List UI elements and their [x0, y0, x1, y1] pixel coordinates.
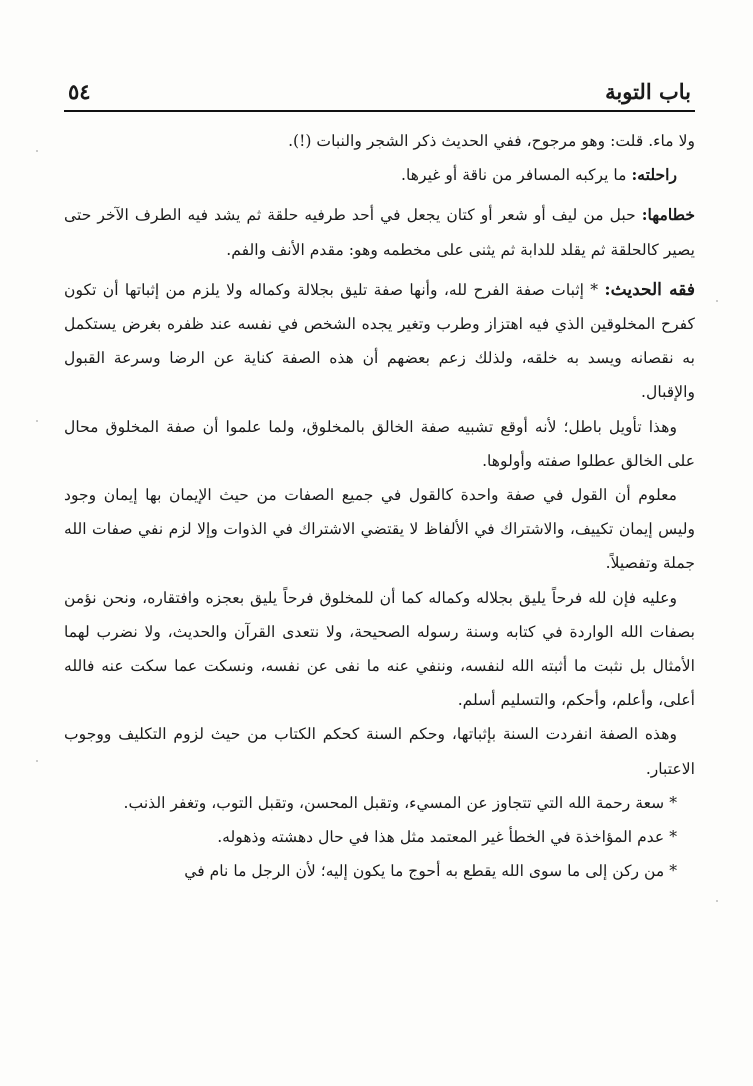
paragraph: راحلته: ما يركبه المسافر من ناقة أو غيرها. — [401, 165, 677, 185]
page-body — [64, 112, 695, 888]
scan-speck — [716, 300, 718, 302]
paragraph: معلوم أن القول في صفة واحدة كالقول في جميع الصفات من حيث الإيمان بها إيمان وجود وليس إيمان تكييف، والاشتراك في الألفاظ لا يقتضي الاشتراك في الذوات وإلا لزم نفي صفات الله جملة وتفصيلاً. — [64, 486, 695, 573]
chapter-title: باب التوبة — [605, 79, 691, 104]
paragraph: ولا ماء. قلت: وهو مرجوح، ففي الحديث ذكر الشجر والنبات (!). — [288, 132, 695, 150]
book-page — [64, 66, 695, 1086]
paragraph: وعليه فإن لله فرحاً يليق بجلاله وكماله كما أن للمخلوق فرحاً يليق بعجزه وافتقاره، ونحن نؤمن بصفات الله الواردة في كتابه وسنة رسوله الصحيحة، ولا نتعدى القرآن والحديث، ولا نضرب لهما الأمثال بل نثبت ما أثبته الله لنفسه، وننفي عنه ما نفى عن نفسه، ونسكت عما سكت عنه فالله أعلى، وأعلم، وأحكم، والتسليم أسلم. — [64, 588, 695, 710]
scan-speck — [36, 150, 38, 152]
scan-speck — [36, 760, 38, 762]
scan-speck — [716, 900, 718, 902]
paragraph: وهذا تأويل باطل؛ لأنه أوقع تشبيه صفة الخالق بالمخلوق، ولما علموا أن صفة المخلوق محال على الخالق عطلوا صفته وأولوها. — [64, 417, 695, 470]
term-label: خطامها: — [641, 205, 695, 225]
paragraph: فقه الحديث: * إثبات صفة الفرح لله، وأنها صفة تليق بجلالة وكماله ولا يلزم من إثباتها أن تكون كفرح المخلوقين الذي فيه اهتزاز وطرب وتغير يجده الشخص في نفسه عند ظفره بغرض يستكمل به نقصانه ويسد به خلقه، ولذلك زعم بعضهم أن هذه الصفة كناية عن الرضا وسرعة القبول والإقبال. — [64, 279, 695, 402]
bullet-item: * عدم المؤاخذة في الخطأ غير المعتمد مثل هذا في حال دهشته وذهوله. — [217, 828, 677, 847]
paragraph: خطامها: حبل من ليف أو شعر أو كتان يجعل في أحد طرفيه حلقة ثم يشد فيه الطرف الآخر حتى يصير كالحلقة ثم يقلد للدابة ثم يثنى على مخطمه وهو: مقدم الأنف والفم. — [64, 205, 695, 259]
paragraph: وهذه الصفة انفردت السنة بإثباتها، وحكم السنة كحكم الكتاب من حيث لزوم التكليف ووجوب الاعتبار. — [64, 725, 695, 778]
bullet-item: * من ركن إلى ما سوى الله يقطع به أحوج ما يكون إليه؛ لأن الرجل ما نام في — [184, 862, 677, 881]
bullet-item: * سعة رحمة الله التي تتجاوز عن المسيء، وتقبل المحسن، وتقبل التوب، وتغفر الذنب. — [123, 793, 677, 812]
term-label: راحلته: — [631, 165, 677, 185]
page-number: ٥٤ — [68, 79, 91, 104]
scan-speck — [36, 420, 38, 422]
running-header — [64, 66, 695, 112]
section-label: فقه الحديث: — [604, 279, 695, 300]
